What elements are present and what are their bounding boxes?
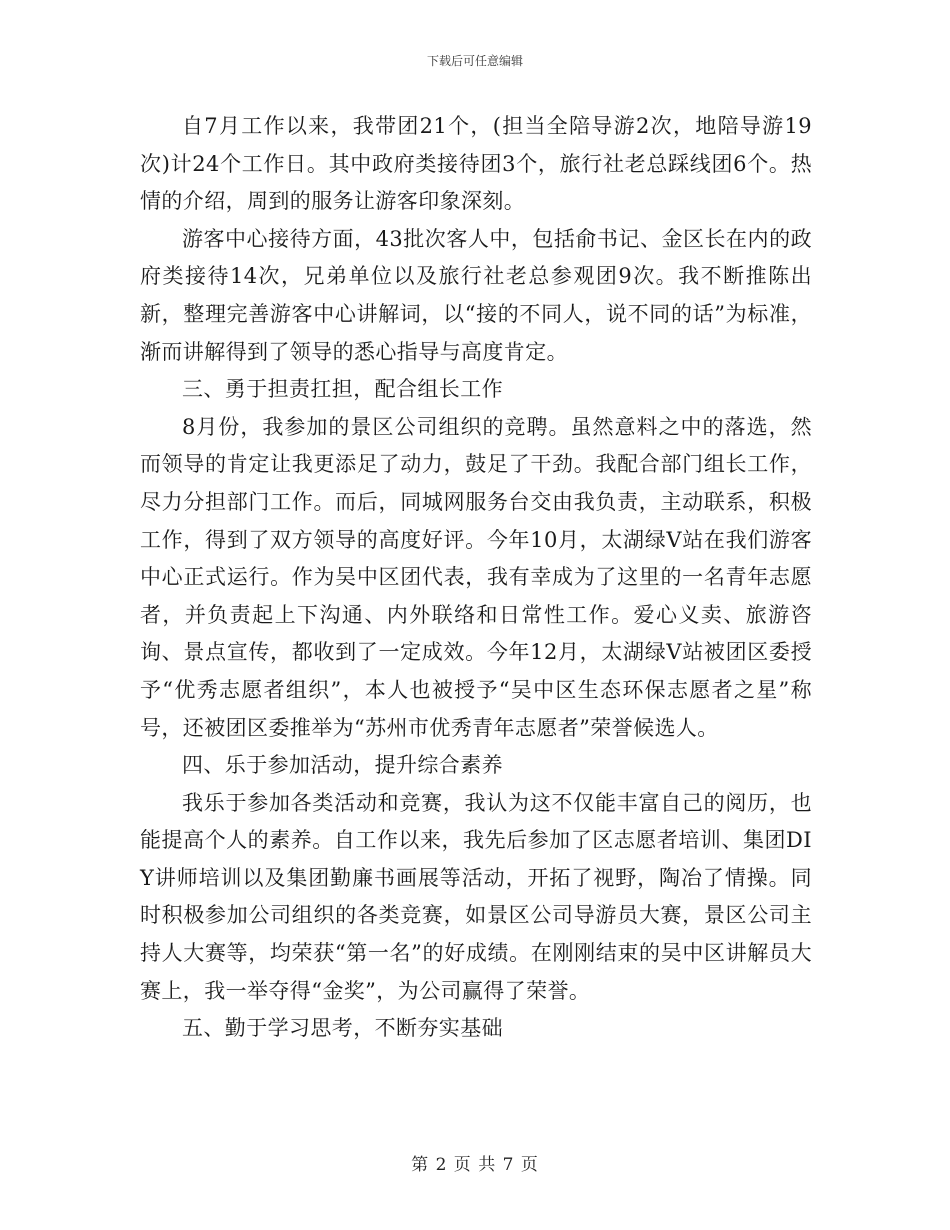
section-heading-4: 四、乐于参加活动，提升综合素养 <box>182 753 503 778</box>
page-number-footer: 第 2 页 共 7 页 <box>411 1155 539 1175</box>
paragraph-activities: 我乐于参加各类活动和竞赛，我认为这不仅能丰富自己的阅历，也能提高个人的素养。自工作以来，我先后参加了区志愿者培训、集团DIY讲师培训以及集团勤廉书画展等活动，开拓了视野，陶冶了情操。同时积极参加公司组织的各类竞赛，如景区公司导游员大赛，景区公司主持人大赛等，均荣获“第一名”的好成绩。在刚刚结束的吴中区讲解员大赛上，我一举夺得“金奖”，为公司赢得了荣誉。 <box>140 790 812 1003</box>
document-body <box>140 108 812 1048</box>
paragraph-responsibility: 8月份，我参加的景区公司组织的竞聘。虽然意料之中的落选，然而领导的肯定让我更添足了动力，鼓足了干劲。我配合部门组长工作，尽力分担部门工作。而后，同城网服务台交由我负责，主动联系，积极工作，得到了双方领导的高度好评。今年10月，太湖绿V站在我们游客中心正式运行。作为吴中区团代表，我有幸成为了这里的一名青年志愿者，并负责起上下沟通、内外联络和日常性工作。爱心义卖、旅游咨询、景点宣传，都收到了一定成效。今年12月，太湖绿V站被团区委授予“优秀志愿者组织”，本人也被授予“吴中区生态环保志愿者之星”称号，还被团区委推举为“苏州市优秀青年志愿者”荣誉候选人。 <box>140 414 812 740</box>
section-heading-5: 五、勤于学习思考，不断夯实基础 <box>182 1016 503 1041</box>
paragraph-visitor-center: 游客中心接待方面，43批次客人中，包括俞书记、金区长在内的政府类接待14次，兄弟单位以及旅行社老总参观团9次。我不断推陈出新，整理完善游客中心讲解词，以“接的不同人，说不同的话”为标准，渐而讲解得到了领导的悉心指导与高度肯定。 <box>140 226 812 364</box>
page-header: 下载后可任意编辑 <box>426 54 523 68</box>
section-heading-3: 三、勇于担责扛担，配合组长工作 <box>182 377 503 402</box>
paragraph-tour-groups: 自7月工作以来，我带团21个，(担当全陪导游2次，地陪导游19次)计24个工作日。其中政府类接待团3个，旅行社老总踩线团6个。热情的介绍，周到的服务让游客印象深刻。 <box>140 114 812 214</box>
